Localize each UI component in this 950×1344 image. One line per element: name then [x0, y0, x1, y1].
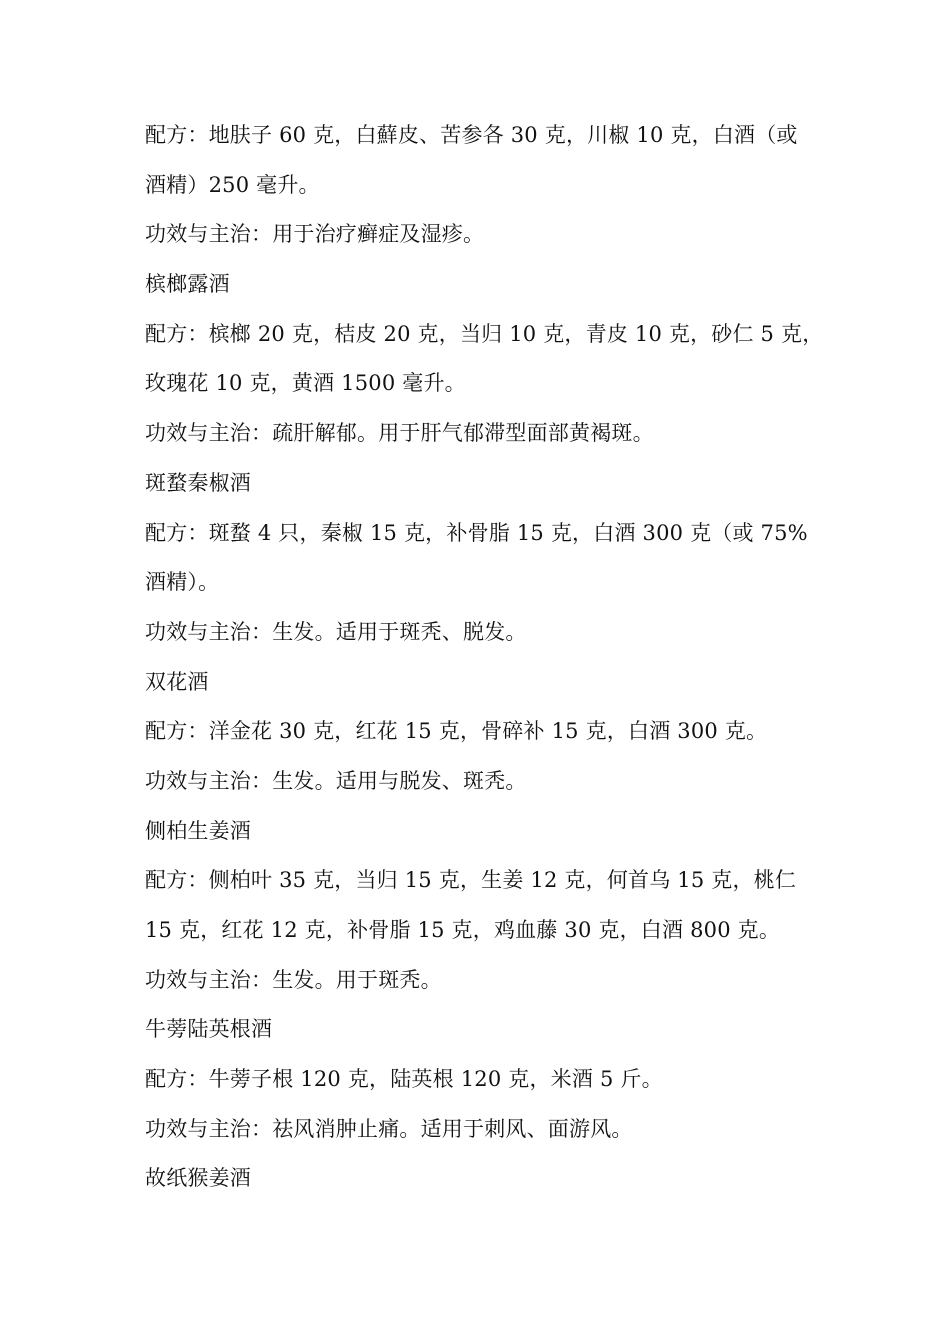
effect-line: 功效与主治：生发。适用与脱发、斑秃。	[145, 768, 527, 793]
recipe-title: 牛蒡陆英根酒	[145, 1017, 273, 1042]
recipe-line: 配方：侧柏叶 35 克，当归 15 克，生姜 12 克，何首乌 15 克，桃仁	[145, 868, 797, 893]
recipe-line: 配方：洋金花 30 克，红花 15 克，骨碎补 15 克，白酒 300 克。	[145, 719, 768, 744]
recipe-title: 斑蝥秦椒酒	[145, 470, 251, 495]
effect-line: 功效与主治：生发。用于斑秃。	[145, 967, 442, 992]
recipe-title: 故纸猴姜酒	[145, 1166, 251, 1191]
recipe-line: 配方：槟榔 20 克，桔皮 20 克，当归 10 克，青皮 10 克，砂仁 5 克，	[145, 321, 824, 346]
recipe-title: 侧柏生姜酒	[145, 818, 251, 843]
recipe-line: 玫瑰花 10 克，黄酒 1500 毫升。	[145, 371, 466, 396]
effect-line: 功效与主治：生发。适用于斑秃、脱发。	[145, 619, 527, 644]
recipe-line: 配方：斑蝥 4 只，秦椒 15 克，补骨脂 15 克，白酒 300 克（或 75%	[145, 520, 808, 545]
effect-line: 功效与主治：疏肝解郁。用于肝气郁滞型面部黄褐斑。	[145, 421, 654, 446]
effect-line: 功效与主治：祛风消肿止痛。适用于刺风、面游风。	[145, 1116, 633, 1141]
recipe-line: 配方：地肤子 60 克，白蘚皮、苦参各 30 克，川椒 10 克，白酒（或	[145, 123, 798, 147]
recipe-line: 15 克，红花 12 克，补骨脂 15 克，鸡血藤 30 克，白酒 800 克。	[145, 918, 781, 942]
recipe-line: 酒精）250 毫升。	[145, 172, 320, 197]
document-body	[145, 111, 824, 1204]
recipe-title: 槟榔露酒	[145, 272, 230, 297]
recipe-line: 酒精）。	[145, 570, 220, 595]
effect-line: 功效与主治：用于治疗癣症及湿疹。	[145, 222, 485, 247]
recipe-title: 双花酒	[145, 669, 209, 694]
recipe-line: 配方：牛蒡子根 120 克，陆英根 120 克，米酒 5 斤。	[145, 1067, 663, 1092]
